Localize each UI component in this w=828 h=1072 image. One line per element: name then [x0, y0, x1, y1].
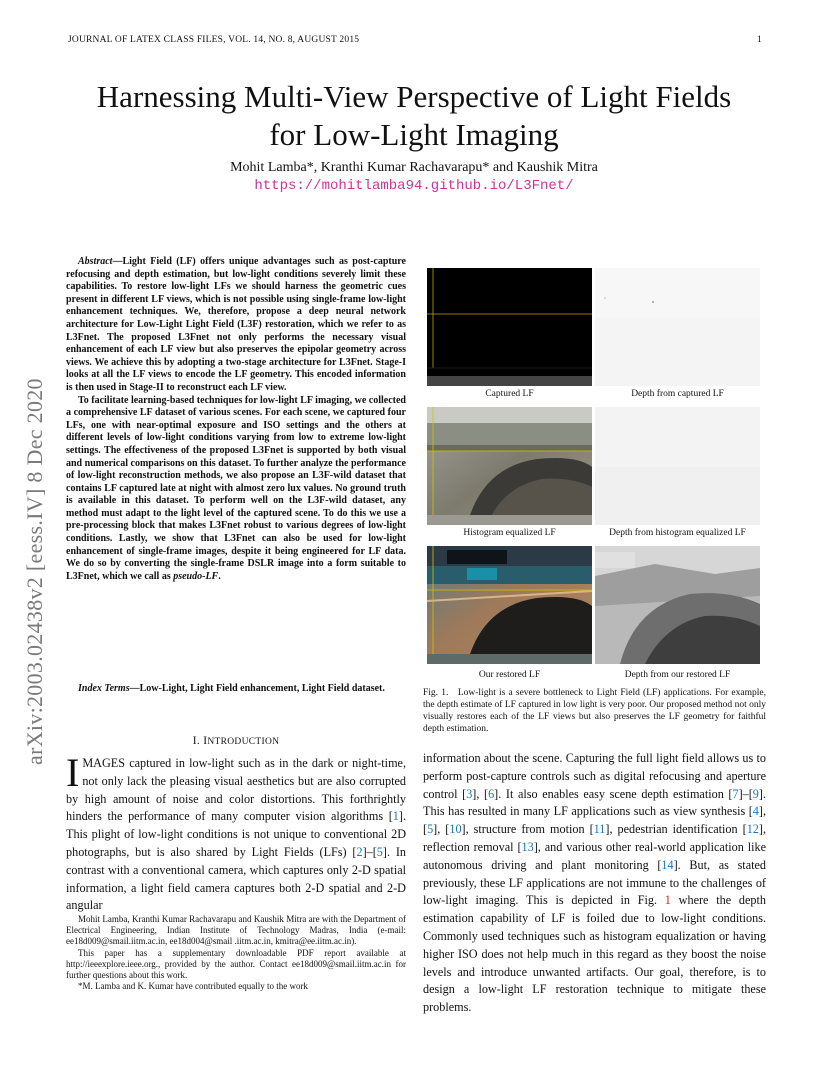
- figure-caption: [423, 687, 766, 735]
- citation-link[interactable]: 10: [449, 822, 462, 837]
- citation-link[interactable]: 11: [593, 822, 606, 837]
- body-text: ]. This has resulted in many LF applications such as view synthesis [: [423, 786, 766, 819]
- intro-first-word: MAGES: [82, 756, 125, 770]
- footnotes: [66, 914, 406, 992]
- citation-link[interactable]: 9: [752, 786, 759, 801]
- restored-lf-graphic: [427, 546, 592, 664]
- arxiv-stamp: [22, 290, 62, 765]
- intro-text: ]. In contrast with a conventional camera, which captures only 2-D spatial information, a light field camera captures both 2-D spatial and 2-D angular: [66, 844, 406, 913]
- footnote-equal-contribution: *M. Lamba and K. Kumar have contributed equally to the work: [78, 981, 308, 992]
- citation-link[interactable]: 12: [746, 822, 759, 837]
- citation-link[interactable]: 3: [466, 786, 473, 801]
- index-terms-label: Index Terms: [78, 683, 130, 694]
- body-text: ]. But, as stated previously, these LF applications are not immune to the challenges of low-light imaging. This is depicted in Fig.: [423, 857, 766, 908]
- abstract-para-1: —Light Field (LF) offers unique advantages such as post-capture refocusing and depth estimation, but low-light conditions severely limit these capabilities. To restore low-light LFs we should harness the geometric cues present in different LF views, which is not possible using single-frame low-light enhancement techniques. We, therefore, propose a deep neural network architecture for Low-Light Light Field (L3F) restoration, which we refer to as L3Fnet. The proposed L3Fnet not only performs the necessary visual enhancement of each LF view but also preserves the epipolar geometry across views. We achieve this by adopting a two-stage architecture for L3Fnet. Stage-I looks at all the LF views to encode the LF geometry. This encoded information is then used in Stage-II to reconstruct each LF view.: [66, 256, 406, 393]
- section-title-initial: I: [203, 735, 208, 747]
- caption-depth-captured: Depth from captured LF: [631, 389, 724, 399]
- abstract-para-2: To facilitate learning-based techniques for low-light LF imaging, we collected a comprehensive LF dataset of various scenes. For each scene, we captured four LFs, one with near-optimal exposure and ISO settings and the others at different levels of low-light conditions varying from low to extreme low-light settings. The effectiveness of the proposed L3Fnet is supported by both visual and numerical comparisons on this dataset. To further analyze the performance of low-light reconstruction methods, we also propose an L3F-wild dataset that contains LF captured late at night with almost zero lux values. No ground truth is available in this dataset. To perform well on the L3F-wild dataset, any method must adapt to the light level of the captured scene. To do this we use a pre-processing block that makes L3Fnet robust to various degrees of low-light conditions. Lastly, we show that L3Fnet can also be used for low-light enhancement of single-frame images, despite it being engineered for LF data. We do so by converting the single-frame DSLR image into a form suitable to L3Fnet, which we call as: [66, 394, 406, 582]
- body-text: ], pedestrian identification [: [605, 822, 747, 837]
- depth-histogram-graphic: [595, 407, 760, 525]
- title-line-1: Harnessing Multi-View Perspective of Light Fields: [96, 79, 732, 114]
- caption-depth-histogram: Depth from histogram equalized LF: [609, 528, 746, 538]
- depth-captured-image: [595, 268, 760, 386]
- index-terms: [66, 683, 406, 696]
- citation-link[interactable]: 1: [392, 809, 399, 824]
- caption-captured: Captured LF: [485, 389, 534, 399]
- pseudo-lf-term: pseudo-LF: [173, 570, 219, 582]
- citation-link[interactable]: 4: [752, 804, 759, 819]
- citation-link[interactable]: 5: [427, 822, 434, 837]
- abstract-label: Abstract: [78, 256, 113, 267]
- depth-histogram-image: [595, 407, 760, 525]
- arxiv-stamp-text: arXiv:2003.02438v2 [eess.IV] 8 Dec 2020: [22, 378, 47, 765]
- intro-text: ]. This plight of low-light conditions is not unique to conventional 2D photographs, but is also shared by Light Fields (LFs) [: [66, 809, 406, 859]
- figure-label: Fig. 1.: [423, 688, 449, 698]
- page-number: 1: [757, 35, 762, 45]
- body-text: ], [: [423, 804, 766, 837]
- body-text: where the depth estimation capability of LF is foiled due to low-light conditions. Commonly used techniques such as histogram equalization or having higher ISO does not help much in this regard as they boost the noise levels and introduce unwanted artifacts. Our goal, therefore, is to design a low-light LF restoration technique to mitigate these problems.: [423, 893, 766, 1015]
- paper-title: [40, 78, 788, 154]
- body-text: ], reflection removal [: [423, 822, 766, 854]
- intro-text: ]–[: [362, 844, 377, 859]
- figure-ref-link[interactable]: 1: [664, 893, 671, 908]
- caption-depth-restored: Depth from our restored LF: [624, 670, 731, 680]
- intro-text: captured in low-light such as in the dark or night-time, not only lack the pleasing visual aesthetics but are also corrupted by high amount of noise and color distortions. This forthrightly hinders the performance of many computer vision algorithms [: [66, 756, 406, 824]
- body-text: ], [: [433, 822, 450, 837]
- title-line-2: for Low-Light Imaging: [269, 117, 559, 152]
- body-text: ], structure from motion [: [461, 822, 594, 837]
- author-list: Mohit Lamba*, Kranthi Kumar Rachavarapu* and Kaushik Mitra: [230, 160, 598, 175]
- body-text: ]–[: [738, 786, 753, 801]
- citation-link[interactable]: 7: [732, 786, 739, 801]
- histogram-lf-image: [427, 407, 592, 525]
- right-column-paragraph: [423, 750, 766, 1017]
- restored-lf-image: [427, 546, 592, 664]
- body-text: ]. It also enables easy scene depth estimation [: [494, 786, 733, 801]
- running-header: JOURNAL OF LATEX CLASS FILES, VOL. 14, NO. 8, AUGUST 2015: [68, 35, 360, 45]
- drop-cap: I: [66, 750, 80, 795]
- figure-caption-text: Low-light is a severe bottleneck to Light Field (LF) applications. For example, the depth estimate of LF captured in low light is very poor. Our proposed method not only visually restores each of the LF views but also preserves the LF geometry for faithful depth estimation.: [423, 688, 766, 734]
- figure-1: [427, 268, 763, 680]
- depth-captured-graphic: [595, 268, 760, 386]
- abstract-end: .: [218, 570, 221, 582]
- citation-link[interactable]: 14: [661, 857, 674, 872]
- captured-lf-image: [427, 268, 592, 386]
- body-text: information about the scene. Capturing the full light field allows us to perform post-capture controls such as digital refocusing and aperture control [: [423, 751, 766, 801]
- project-url-link[interactable]: https://mohitlamba94.github.io/L3Fnet/: [254, 178, 574, 194]
- footnote-affiliation: Mohit Lamba, Kranthi Kumar Rachavarapu and Kaushik Mitra are with the Department of Electrical Engineering, Indian Institute of Technology Madras, India (e-mail: ee18d009@smail.iitm.ac.in, ee18d004@smail .iitm.ac.in, kmitra@ee.iitm.ac.in).: [66, 914, 406, 947]
- caption-restored: Our restored LF: [478, 670, 541, 680]
- citation-link[interactable]: 6: [488, 786, 495, 801]
- histogram-lf-graphic: [427, 407, 592, 525]
- section-heading: [66, 735, 406, 747]
- intro-paragraph: [66, 750, 406, 915]
- caption-histogram: Histogram equalized LF: [463, 528, 556, 538]
- section-number: I.: [192, 735, 204, 747]
- footnote-supplementary: This paper has a supplementary downloadable PDF report available at http://ieeexplore.ieee.org., provided by the author. Contact ee18d009@smail.iitm.ac.in for further questions about this work.: [66, 947, 406, 981]
- abstract: [66, 256, 406, 583]
- body-text: ], and various other real-world application like autonomous driving and plant monitoring [: [423, 839, 766, 872]
- captured-lf-graphic: [427, 268, 592, 386]
- section-title-rest: NTRODUCTION: [207, 737, 280, 747]
- depth-restored-image: [595, 546, 760, 664]
- depth-restored-graphic: [595, 546, 760, 664]
- citation-link[interactable]: 13: [521, 839, 534, 854]
- body-text: ], [: [472, 786, 489, 801]
- citation-link[interactable]: 2: [356, 844, 363, 859]
- citation-link[interactable]: 5: [376, 844, 383, 859]
- index-terms-text: —Low-Light, Light Field enhancement, Light Field dataset.: [129, 683, 385, 694]
